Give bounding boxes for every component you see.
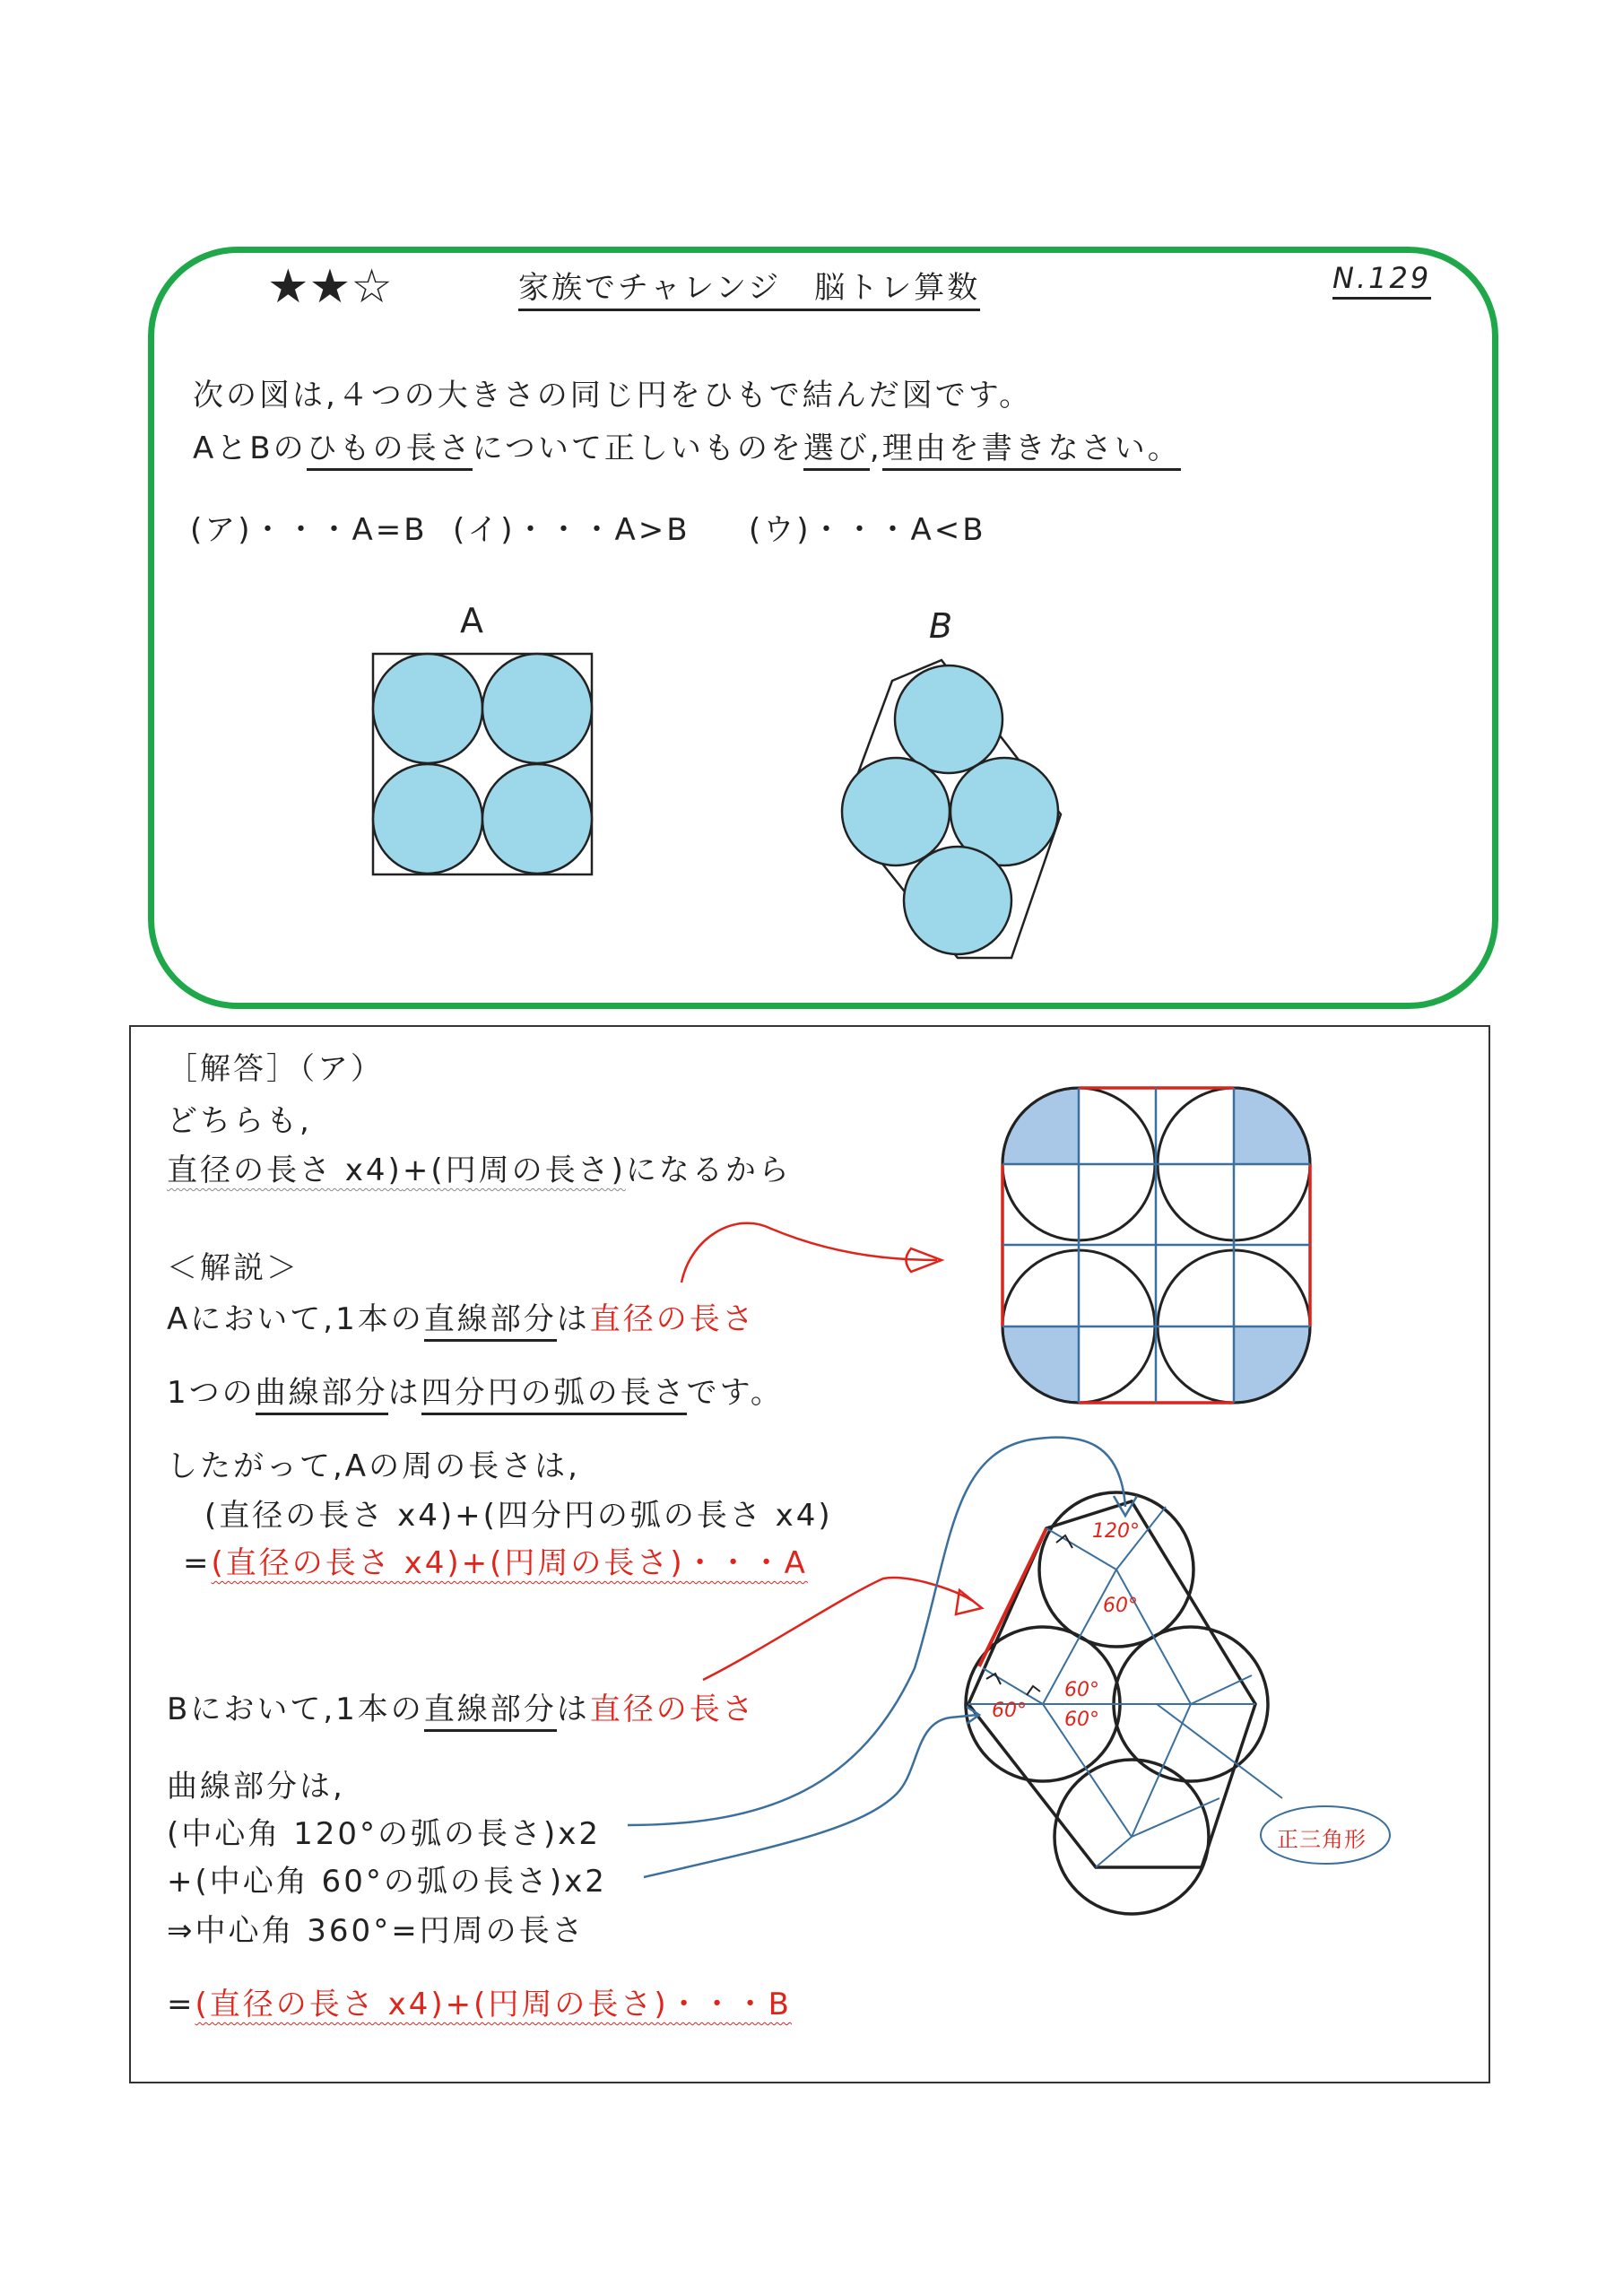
answer-circumference-part: +(円周の長さ) — [402, 1152, 626, 1188]
answer-conclusion: になるから — [625, 1152, 792, 1188]
right-angle-mark — [986, 1674, 1001, 1684]
answer-diameter-part: 直径の長さ x4) — [167, 1152, 403, 1188]
line2-part-1: AとBの — [193, 430, 307, 466]
answer-figure-a — [1002, 1088, 1310, 1403]
b1-diameter: 直径の長さ — [589, 1692, 756, 1727]
a1-straight-part: 直線部分 — [424, 1301, 557, 1342]
figure-a-label: A — [460, 601, 486, 640]
a2-post: です。 — [686, 1375, 784, 1411]
angle-label-60-center-bottom: 60° — [1064, 1709, 1099, 1731]
explanation-b-line-5: ⇒中心角 360°=円周の長さ — [167, 1913, 586, 1949]
figure-b-label: B — [929, 606, 956, 646]
line2-part-3: について正しいものを — [472, 430, 803, 466]
blue-arrow-2 — [644, 1715, 977, 1877]
option-u: (ウ)・・・A<B — [749, 512, 986, 548]
line2-choose: 選び — [803, 430, 870, 471]
a2-mid: は — [387, 1375, 421, 1411]
answer-line-1: どちらも, — [167, 1103, 312, 1139]
line2-rope-length: ひもの長さ — [307, 430, 473, 471]
red-arrowhead-2 — [956, 1590, 982, 1614]
line2-reason: 理由を書きなさい。 — [882, 430, 1181, 471]
b1-straight-part: 直線部分 — [424, 1692, 557, 1732]
explanation-a-line-3: したがって,Aの周の長さは, — [167, 1448, 580, 1484]
angle-label-60-center-top: 60° — [1064, 1679, 1099, 1701]
explanation-a-line-4: (直径の長さ x4)+(四分円の弧の長さ x4) — [204, 1498, 833, 1534]
straight-segment — [979, 1528, 1046, 1666]
red-arrow-2 — [703, 1578, 973, 1680]
a1-pre: Aにおいて,1本の — [167, 1301, 424, 1337]
explanation-heading: ＜解説＞ — [167, 1250, 299, 1286]
b1-mid: は — [556, 1692, 590, 1727]
a2-curve-part: 曲線部分 — [256, 1375, 388, 1415]
explanation-b-line-4: +(中心角 60°の弧の長さ)x2 — [167, 1864, 607, 1900]
b6-result: (直径の長さ x4)+(円周の長さ)・・・B — [195, 1987, 792, 2022]
triangle-pointer — [1157, 1704, 1282, 1798]
a5-eq: = — [183, 1545, 212, 1581]
angle-label-60-upper: 60° — [1103, 1595, 1138, 1617]
explanation-b-line-3: (中心角 120°の弧の長さ)x2 — [167, 1816, 601, 1852]
angle-label-120: 120° — [1092, 1520, 1140, 1543]
explanation-b-line-2: 曲線部分は, — [167, 1769, 345, 1805]
right-angle-mark — [1027, 1686, 1040, 1695]
problem-line-1: 次の図は,４つの大きさの同じ円をひもで結んだ図です。 — [193, 378, 1033, 413]
difficulty-rating: ★★☆ — [267, 260, 393, 314]
worksheet-title: 家族でチャレンジ 脳トレ算数 — [518, 263, 980, 311]
a1-mid: は — [556, 1301, 590, 1337]
option-a: (ア)・・・A=B — [190, 512, 428, 548]
equilateral-triangle-note: 正三角形 — [1277, 1827, 1367, 1852]
a5-result: (直径の長さ x4)+(円周の長さ)・・・A — [211, 1545, 808, 1581]
angle-label-60-left: 60° — [992, 1700, 1027, 1722]
problem-number: N.129 — [1332, 261, 1431, 300]
a2-quarter-arc: 四分円の弧の長さ — [421, 1375, 687, 1415]
construction-lines — [968, 1507, 1255, 1867]
a2-pre: 1つの — [167, 1375, 256, 1411]
answer-heading: ［解答］（ア） — [167, 1051, 384, 1087]
b1-pre: Bにおいて,1本の — [167, 1692, 424, 1727]
b6-eq: = — [167, 1987, 195, 2022]
option-i: (イ)・・・A>B — [453, 512, 690, 548]
red-arrow-1 — [681, 1223, 937, 1283]
a1-diameter: 直径の長さ — [589, 1301, 756, 1337]
blue-arrow-1 — [628, 1438, 1125, 1825]
line2-comma: , — [869, 430, 882, 466]
